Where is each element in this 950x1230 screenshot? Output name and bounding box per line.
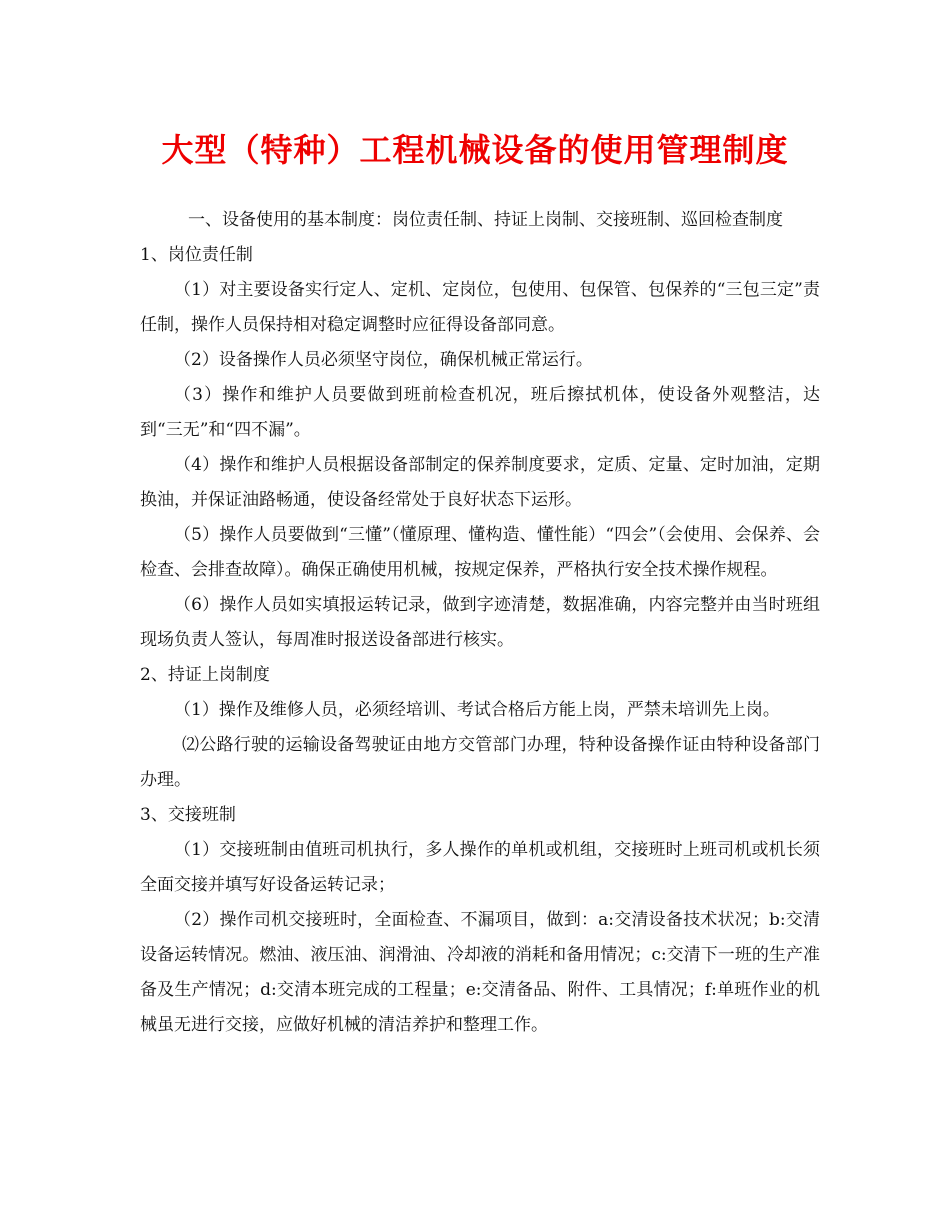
document-body [140, 203, 820, 1043]
section-item: （6）操作人员如实填报运转记录，做到字迹清楚，数据准确，内容完整并由当时班组现场负责人签认，每周准时报送设备部进行核实。 [140, 595, 820, 650]
section-heading: 1、岗位责任制 [140, 245, 253, 265]
section-item: （1）操作及维修人员，必须经培训、考试合格后方能上岗，严禁未培训先上岗。 [174, 700, 780, 720]
section-heading: 2、持证上岗制度 [140, 665, 270, 685]
section-item: （5）操作人员要做到“三懂”（懂原理、懂构造、懂性能）“四会”（会使用、会保养、会检查、会排查故障）。确保正确使用机械，按规定保养，严格执行安全技术操作规程。 [140, 525, 820, 580]
intro-paragraph: 一、设备使用的基本制度：岗位责任制、持证上岗制、交接班制、巡回检查制度 [188, 210, 783, 230]
document-title: 大型（特种）工程机械设备的使用管理制度 [161, 131, 789, 169]
section-item: （2）设备操作人员必须坚守岗位，确保机械正常运行。 [174, 350, 593, 370]
section-item: （1）交接班制由值班司机执行，多人操作的单机或机组，交接班时上班司机或机长须全面交接并填写好设备运转记录； [140, 840, 820, 895]
section-item: （3）操作和维护人员要做到班前检查机况，班后擦拭机体，使设备外观整洁，达到“三无”和“四不漏”。 [140, 385, 820, 440]
section-item: ⑵公路行驶的运输设备驾驶证由地方交管部门办理，特种设备操作证由特种设备部门办理。 [140, 735, 820, 790]
section-heading: 3、交接班制 [140, 805, 236, 825]
section-item: （4）操作和维护人员根据设备部制定的保养制度要求，定质、定量、定时加油，定期换油，并保证油路畅通，使设备经常处于良好状态下运形。 [140, 455, 820, 510]
section-item: （1）对主要设备实行定人、定机、定岗位，包使用、包保管、包保养的“三包三定”责任制，操作人员保持相对稳定调整时应征得设备部同意。 [140, 280, 820, 335]
section-item: （2）操作司机交接班时，全面检查、不漏项目，做到：a:交清设备技术状况；b:交清设备运转情况。燃油、液压油、润滑油、冷却液的消耗和备用情况；c:交清下一班的生产准备及生产情况；d:交清本班完成的工程量；e:交清备品、附件、工具情况；f:单班作业的机械虽无进行交接，应做好机械的清洁养护和整理工作。 [140, 910, 820, 1035]
